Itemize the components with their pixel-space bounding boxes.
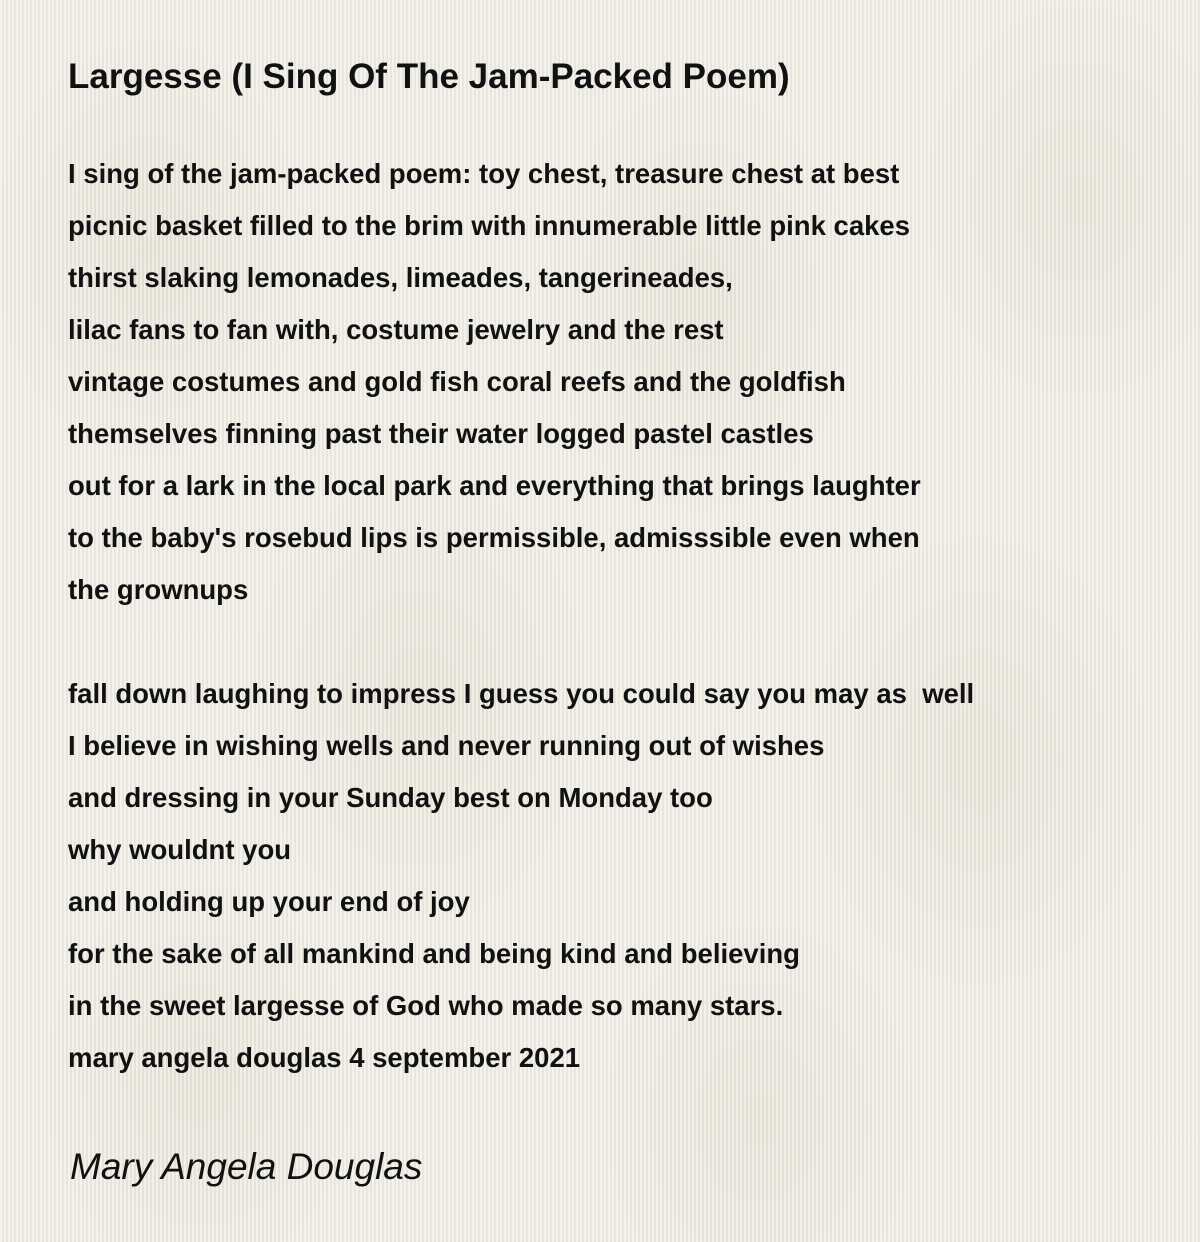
poem-line: the grownups: [68, 574, 249, 605]
poem-line: in the sweet largesse of God who made so many stars.: [68, 990, 784, 1021]
poem-line: I believe in wishing wells and never running out of wishes: [68, 730, 825, 761]
poem-line: themselves finning past their water logged pastel castles: [68, 418, 814, 449]
poem-line: out for a lark in the local park and everything that brings laughter: [68, 470, 921, 501]
poem-body: [68, 148, 1178, 1084]
poem-line: mary angela douglas 4 september 2021: [68, 1042, 581, 1073]
poem-line: picnic basket filled to the brim with innumerable little pink cakes: [68, 210, 910, 241]
poem-line: thirst slaking lemonades, limeades, tangerineades,: [68, 262, 733, 293]
poem-line: I sing of the jam-packed poem: toy chest, treasure chest at best: [68, 158, 900, 189]
poem-line: lilac fans to fan with, costume jewelry and the rest: [68, 314, 724, 345]
poem-line: and holding up your end of joy: [68, 886, 470, 917]
poem-author: Mary Angela Douglas: [70, 1146, 423, 1187]
poem-line: fall down laughing to impress I guess you could say you may as well: [68, 678, 975, 709]
stanza-1: [68, 148, 1178, 616]
poem-line: to the baby's rosebud lips is permissible, admisssible even when: [68, 522, 920, 553]
poem-line: why wouldnt you: [68, 834, 292, 865]
stanza-2: [68, 668, 1178, 1084]
poem-line: for the sake of all mankind and being kind and believing: [68, 938, 800, 969]
poem-line: vintage costumes and gold fish coral reefs and the goldfish: [68, 366, 846, 397]
poem-line: and dressing in your Sunday best on Monday too: [68, 782, 713, 813]
poem-title: Largesse (I Sing Of The Jam-Packed Poem): [68, 57, 790, 96]
poem-page: [68, 52, 1178, 1084]
